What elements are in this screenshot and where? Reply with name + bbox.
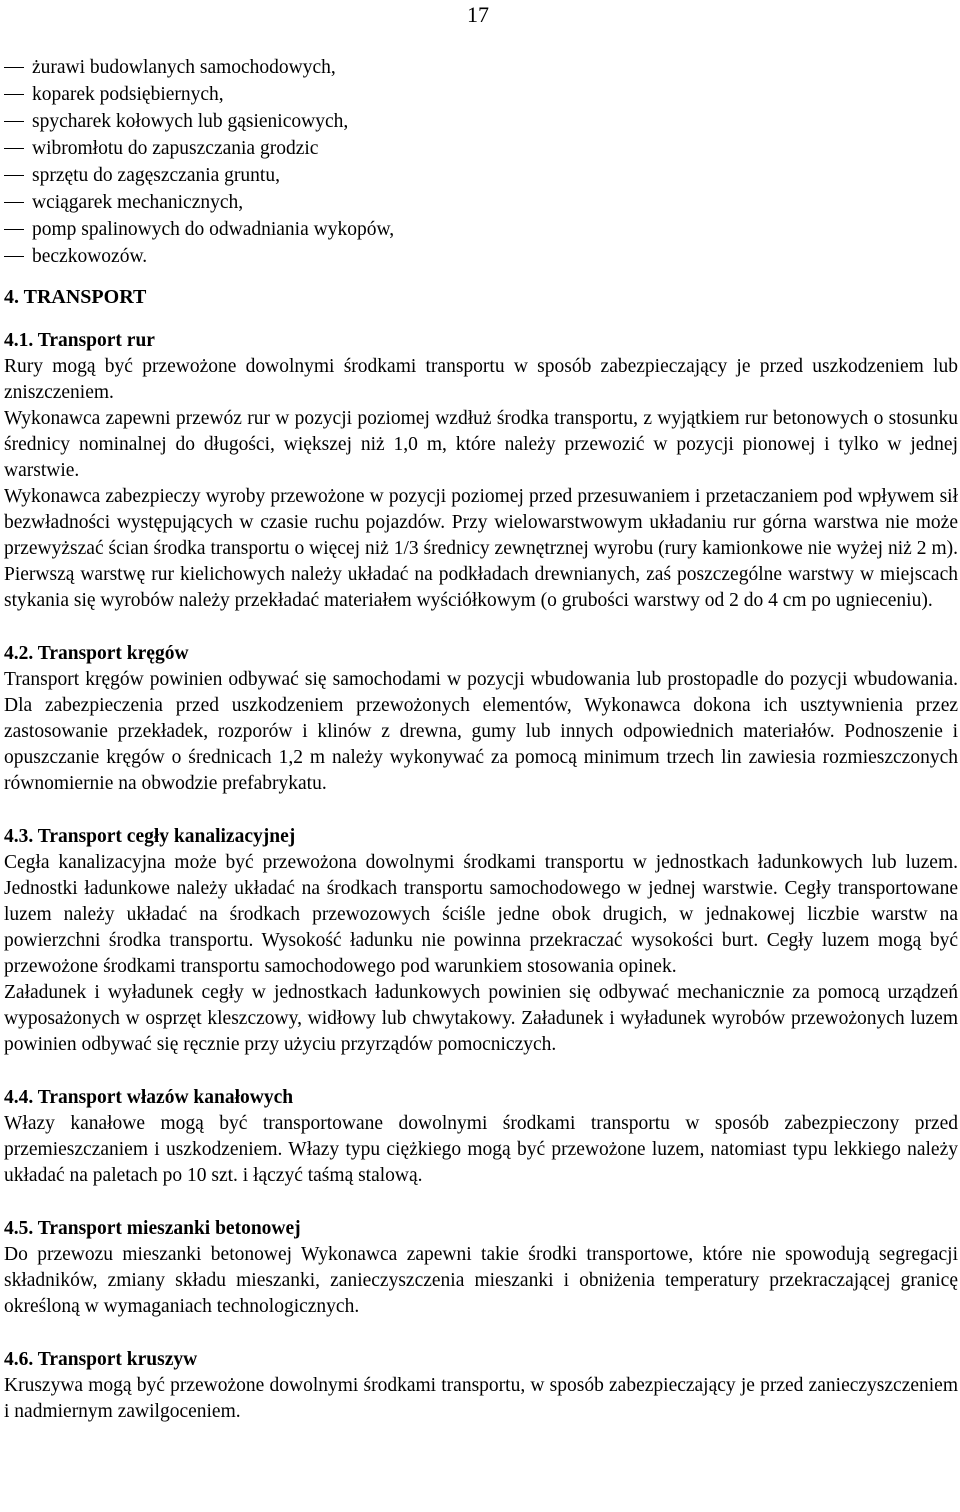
section-4-5 bbox=[4, 1216, 958, 1320]
section-4-1 bbox=[4, 328, 958, 614]
equipment-list bbox=[4, 55, 958, 271]
list-item: wciągarek mechanicznych, bbox=[4, 190, 958, 217]
section-title: 4. TRANSPORT bbox=[4, 286, 147, 308]
list-item: spycharek kołowych lub gąsienicowych, bbox=[4, 109, 958, 136]
subsection-title: 4.3. Transport cegły kanalizacyjnej bbox=[4, 826, 296, 847]
paragraph: Załadunek i wyładunek cegły w jednostkach ładunkowych powinien się odbywać mechanicznie za pomocą urządzeń wyposażonych w osprzęt kleszczowy, widłowy lub chwytakowy. Załadunek i wyładunek wyrobów przewożonych luzem powinien odbywać się ręcznie przy użyciu przyrządów pomocniczych. bbox=[4, 982, 958, 1055]
list-item: koparek podsiębiernych, bbox=[4, 82, 958, 109]
subsection-title: 4.6. Transport kruszyw bbox=[4, 1349, 198, 1370]
section-4-2 bbox=[4, 641, 958, 797]
document-body bbox=[4, 55, 958, 1425]
paragraph: Wykonawca zapewni przewóz rur w pozycji poziomej wzdłuż środka transportu, z wyjątkiem rur betonowych o stosunku średnicy nominalnej do długości, większej niż 1,0 m, które należy przewozić w pozycji pionowej i tylko w jednej warstwie. bbox=[4, 408, 958, 481]
section-4-6 bbox=[4, 1347, 958, 1425]
list-item: wibromłotu do zapuszczania grodzic bbox=[4, 136, 958, 163]
section-4-4 bbox=[4, 1085, 958, 1189]
paragraph: Cegła kanalizacyjna może być przewożona dowolnymi środkami transportu w jednostkach ładunkowych lub luzem. Jednostki ładunkowe należy układać na środkach transportu samochodowego w jednej warstwie. Cegły transportowane luzem należy układać na środkach przewozowych ściśle jedne obok drugich, w jednakowej liczbie warstw na powierzchni środka transportu. Wysokość ładunku nie powinna przekraczać wysokości burt. Cegły luzem mogą być przewożone środkami transportu samochodowego pod warunkiem stosowania opinek. bbox=[4, 852, 958, 977]
list-item: sprzętu do zagęszczania gruntu, bbox=[4, 163, 958, 190]
subsection-title: 4.4. Transport włazów kanałowych bbox=[4, 1087, 294, 1108]
list-item: pomp spalinowych do odwadniania wykopów, bbox=[4, 217, 958, 244]
subsection-title: 4.1. Transport rur bbox=[4, 330, 155, 351]
paragraph: Rury mogą być przewożone dowolnymi środkami transportu w sposób zabezpieczający je przed uszkodzeniem lub zniszczeniem. bbox=[4, 356, 958, 403]
page-number: 17 bbox=[467, 2, 489, 27]
paragraph: Wykonawca zabezpieczy wyroby przewożone w pozycji poziomej przed przesuwaniem i przetaczaniem pod wpływem sił bezwładności występujących w czasie ruchu pojazdów. Przy wielowarstwowym układaniu rur górna warstwa nie może przewyższać ścian środka transportu o więcej niż 1/3 średnicy zewnętrznej wyrobu (rury kamionkowe nie wyżej niż 2 m). Pierwszą warstwę rur kielichowych należy układać na podkładach drewnianych, zaś poszczególne warstwy w miejscach stykania się wyrobów należy przekładać materiałem wyściółkowym (o grubości warstwy od 2 do 4 cm po ugnieceniu). bbox=[4, 486, 958, 611]
list-item: beczkowozów. bbox=[4, 244, 958, 271]
paragraph: Kruszywa mogą być przewożone dowolnymi środkami transportu, w sposób zabezpieczający je przed zanieczyszczeniem i nadmiernym zawilgoceniem. bbox=[4, 1375, 958, 1422]
paragraph: Włazy kanałowe mogą być transportowane dowolnymi środkami transportu w sposób zabezpieczony przed przemieszczaniem i uszkodzeniem. Włazy typu ciężkiego mogą być przewożone luzem, natomiast typu lekkiego należy układać na paletach po 10 szt. i łączyć taśmą stalową. bbox=[4, 1113, 958, 1186]
subsection-title: 4.5. Transport mieszanki betonowej bbox=[4, 1218, 301, 1239]
paragraph: Transport kręgów powinien odbywać się samochodami w pozycji wbudowania lub prostopadle do pozycji wbudowania. Dla zabezpieczenia przed uszkodzeniem przewożonych elementów, Wykonawca dokona ich usztywnienia przez zastosowanie przekładek, rozporów i klinów z drewna, gumy lub innych odpowiednich materiałów. Podnoszenie i opuszczanie kręgów o średnicach 1,2 m należy wykonywać za pomocą minimum trzech lin zawiesia rozmieszczonych równomiernie na obwodzie prefabrykatu. bbox=[4, 669, 958, 794]
section-4-3 bbox=[4, 824, 958, 1058]
subsection-title: 4.2. Transport kręgów bbox=[4, 643, 189, 664]
paragraph: Do przewozu mieszanki betonowej Wykonawca zapewni takie środki transportowe, które nie spowodują segregacji składników, zmiany składu mieszanki, zanieczyszczenia mieszanki i obniżenia temperatury przekraczającej granicę określoną w wymaganiach technologicznych. bbox=[4, 1244, 958, 1317]
list-item: żurawi budowlanych samochodowych, bbox=[4, 55, 958, 82]
